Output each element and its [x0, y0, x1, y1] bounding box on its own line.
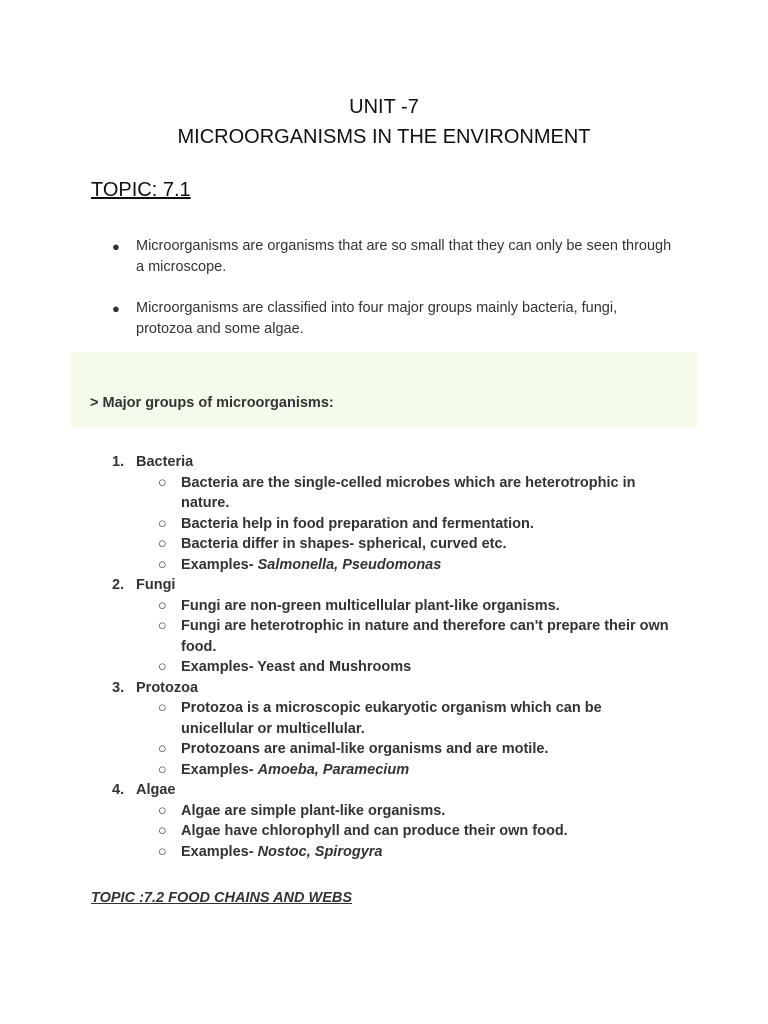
- sub-item-text: Algae are simple plant-like organisms.: [181, 802, 446, 819]
- group-sub-list: [112, 473, 672, 576]
- microorganism-groups-list: [112, 452, 672, 862]
- sub-item: [112, 801, 672, 822]
- intro-bullet-item: [112, 298, 672, 340]
- circle-bullet-icon: ○: [158, 700, 167, 716]
- examples-names: Salmonella, Pseudomonas: [257, 556, 442, 573]
- group-item-fungi: [112, 575, 672, 678]
- sub-item-text: Protozoa is a microscopic eukaryotic organism which can be unicellular or multicellular.: [181, 700, 602, 737]
- document-title-block: [0, 92, 768, 152]
- group-item-algae: [112, 780, 672, 862]
- examples-label: Examples-: [181, 843, 258, 860]
- circle-bullet-icon: ○: [158, 843, 167, 860]
- sub-item-text: Fungi are non-green multicellular plant-like organisms.: [181, 597, 560, 614]
- bullet-icon: ●: [112, 239, 120, 254]
- circle-bullet-icon: ○: [158, 802, 167, 819]
- group-heading: [112, 678, 672, 699]
- group-name: Bacteria: [136, 454, 194, 470]
- group-heading: [112, 452, 672, 473]
- sub-item-examples: [112, 842, 672, 863]
- examples-names: Nostoc, Spirogyra: [257, 843, 383, 860]
- sub-item: [112, 657, 672, 678]
- sub-item: [112, 739, 672, 760]
- examples-label: Examples-: [181, 556, 258, 573]
- group-item-protozoa: [112, 678, 672, 781]
- circle-bullet-icon: ○: [158, 741, 167, 757]
- sub-item-text: Bacteria help in food preparation and fermentation.: [181, 515, 534, 532]
- circle-bullet-icon: ○: [158, 556, 167, 573]
- sub-item-text: Protozoans are animal-like organisms and are motile.: [181, 741, 549, 757]
- circle-bullet-icon: ○: [158, 515, 167, 532]
- sub-item-text: Bacteria differ in shapes- spherical, curved etc.: [181, 536, 507, 552]
- group-heading: [112, 575, 672, 596]
- sub-item: [112, 616, 672, 657]
- circle-bullet-icon: ○: [158, 536, 167, 552]
- intro-bullet-text: Microorganisms are organisms that are so small that they can only be seen through a microscope.: [136, 238, 672, 275]
- topic-7-1-heading: TOPIC: 7.1: [91, 179, 191, 201]
- sub-item: [112, 698, 672, 739]
- group-number: 2.: [112, 577, 125, 593]
- sub-item: [112, 534, 672, 555]
- intro-bullet-list: [112, 236, 672, 360]
- unit-title: MICROORGANISMS IN THE ENVIRONMENT: [177, 126, 591, 148]
- sub-item-text: Fungi are heterotrophic in nature and therefore can't prepare their own food.: [181, 618, 669, 655]
- group-name: Protozoa: [136, 679, 199, 696]
- group-sub-list: [112, 801, 672, 863]
- major-groups-callout: [71, 352, 697, 428]
- callout-text: > Major groups of microorganisms:: [90, 395, 334, 411]
- sub-item-text: Algae have chlorophyll and can produce their own food.: [181, 823, 568, 839]
- circle-bullet-icon: ○: [158, 761, 167, 778]
- intro-bullet-item: [112, 236, 672, 278]
- group-name: Algae: [136, 782, 176, 798]
- circle-bullet-icon: ○: [158, 474, 167, 491]
- topic-7-2-heading: TOPIC :7.2 FOOD CHAINS AND WEBS: [91, 890, 353, 906]
- group-number: 4.: [112, 782, 125, 798]
- group-name: Fungi: [136, 577, 176, 593]
- group-sub-list: [112, 596, 672, 678]
- sub-item: [112, 821, 672, 842]
- sub-item: [112, 473, 672, 514]
- sub-item-text: Examples- Yeast and Mushrooms: [181, 659, 412, 675]
- bullet-icon: ●: [112, 301, 120, 316]
- sub-item-examples: [112, 760, 672, 781]
- sub-item-text: Bacteria are the single-celled microbes which are heterotrophic in nature.: [181, 474, 636, 511]
- examples-names: Amoeba, Paramecium: [257, 761, 410, 778]
- group-item-bacteria: [112, 452, 672, 575]
- sub-item: [112, 596, 672, 617]
- sub-item: [112, 514, 672, 535]
- unit-label: UNIT -7: [349, 96, 419, 118]
- intro-bullet-text: Microorganisms are classified into four major groups mainly bacteria, fungi, protozoa and some algae.: [136, 300, 618, 337]
- group-number: 1.: [112, 454, 125, 470]
- circle-bullet-icon: ○: [158, 597, 167, 614]
- examples-label: Examples-: [181, 761, 258, 778]
- sub-item-examples: [112, 555, 672, 576]
- group-number: 3.: [112, 679, 125, 696]
- group-sub-list: [112, 698, 672, 780]
- group-heading: [112, 780, 672, 801]
- circle-bullet-icon: ○: [158, 659, 167, 675]
- circle-bullet-icon: ○: [158, 618, 167, 634]
- circle-bullet-icon: ○: [158, 823, 167, 839]
